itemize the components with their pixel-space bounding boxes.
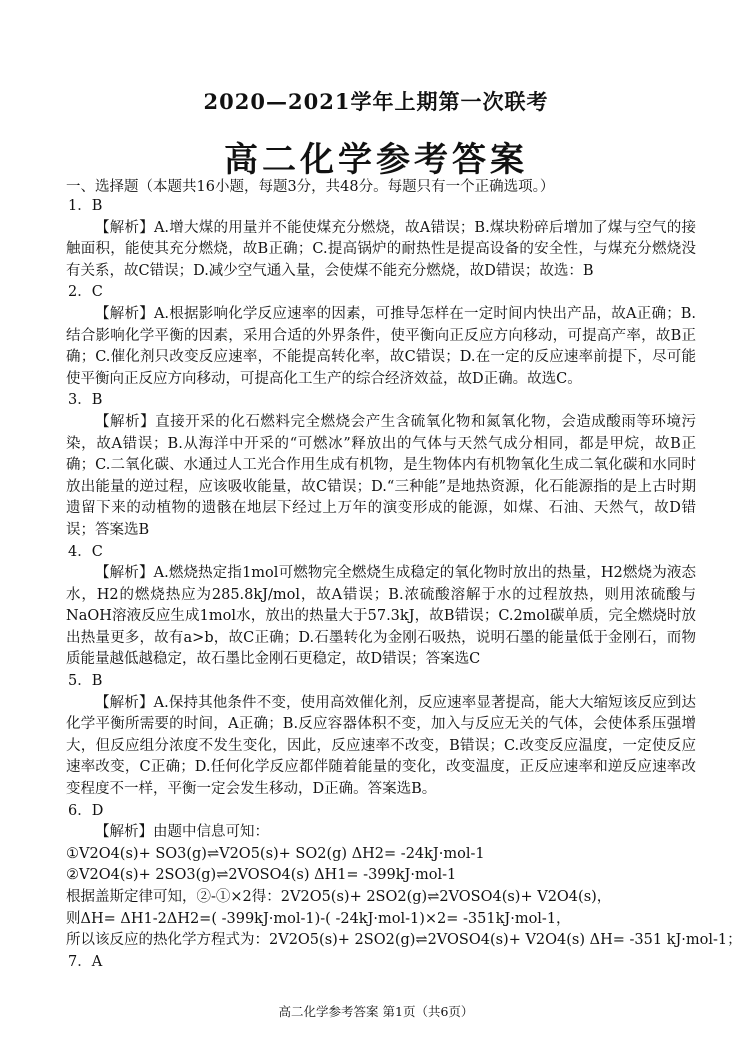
- document-title: 高二化学参考答案: [224, 140, 528, 180]
- explanation: 【解析】A.根据影响化学反应速率的因素，可推导怎样在一定时间内快出产品，故A正确；B.结合影响化学平衡的因素，采用合适的外界条件，使平衡向正反应方向移动，可提高产率，故B正确；C.催化剂只改变反应速率，不能提高转化率，故C错误；D.在一定的反应速率前提下，尽可能使平衡向正反应方向移动，可提高化工生产的综合经济效益，故D正确。故选C。: [66, 305, 696, 387]
- equation-line: 则ΔH= ΔH1-2ΔH2=( -399kJ·mol-1)-( -24kJ·mol-1)×2= -351kJ·mol-1，: [66, 910, 571, 927]
- question-number: 4．C: [68, 543, 103, 560]
- question-number: 7．A: [68, 953, 103, 970]
- equation-line: ②V2O4(s)+ 2SO3(g)⇌2VOSO4(s) ΔH1= -399kJ·mol-1: [66, 867, 457, 884]
- explanation: 【解析】A.燃烧热定指1mol可燃物完全燃烧生成稳定的氧化物时放出的热量，H2燃烧为液态水，H2的燃烧热应为285.8kJ/mol，故A错误；B.浓硫酸溶解于水的过程放热，则用浓硫酸与NaOH溶液反应生成1mol水，放出的热量大于57.3kJ，故B错误；C.2mol碳单质，完全燃烧时放出热量更多，故有a>b，故C正确；D.石墨转化为金刚石吸热，说明石墨的能量低于金刚石，而物质能量越低越稳定，故石墨比金刚石更稳定，故D错误；答案选C: [66, 565, 696, 668]
- explanation: 【解析】A.保持其他条件不变，使用高效催化剂，反应速率显著提高，能大大缩短该反应到达化学平衡所需要的时间，A正确；B.反应容器体积不变，加入与反应无关的气体，会使体系压强增大，但反应组分浓度不发生变化，因此，反应速率不改变，B错误；C.改变反应温度，一定使反应速率改变，C正确；D.任何化学反应都伴随着能量的变化，改变温度，正反应速率和逆反应速率改变程度不一样，平衡一定会发生移动，D正确。答案选B。: [66, 694, 696, 798]
- explanation: 【解析】A.增大煤的用量并不能使煤充分燃烧，故A错误；B.煤块粉碎后增加了煤与空气的接触面积，能使其充分燃烧，故B正确；C.提高锅炉的耐热性是提高设备的安全性，与煤充分燃烧没有关系，故C错误；D.减少空气通入量，会使煤不能充分燃烧，故D错误；故选：B: [66, 219, 696, 279]
- answer-content: [66, 196, 742, 973]
- explanation: 【解析】由题中信息可知：: [95, 824, 269, 841]
- exam-title: 2020—2021学年上期第一次联考: [203, 89, 549, 114]
- question-number: 5．B: [68, 673, 103, 690]
- explanation: 【解析】直接开采的化石燃料完全燃烧会产生含硫氧化物和氮氧化物，会造成酸雨等环境污染，故A错误；B.从海洋中开采的“可燃冰”释放出的气体与天然气成分相同，都是甲烷，故B正确；C.二氧化碳、水通过人工光合作用生成有机物，是生物体内有机物氧化生成二氧化碳和水同时放出能量的逆过程，应该吸收能量，故C错误；D.“三种能”是地热资源，化石能源指的是上古时期遗留下来的动植物的遗骸在地层下经过上万年的演变形成的能源，如煤、石油、天然气，故D错误；答案选B: [66, 413, 696, 538]
- question-number: 2．C: [68, 284, 103, 301]
- question-number: 3．B: [68, 392, 103, 409]
- equation-line: 根据盖斯定律可知，②-①×2得：2V2O5(s)+ 2SO2(g)⇌2VOSO4(s)+ V2O4(s)，: [66, 889, 612, 905]
- question-number: 6．D: [68, 802, 104, 819]
- equation-line: 所以该反应的热化学方程式为：2V2O5(s)+ 2SO2(g)⇌2VOSO4(s)+ V2O4(s) ΔH= -351 kJ·mol-1；: [66, 932, 742, 949]
- section-heading: 一、选择题（本题共16小题，每题3分，共48分。每题只有一个正确选项。）: [66, 179, 555, 195]
- question-number: 1．B: [68, 198, 103, 214]
- page-footer: 高二化学参考答案 第1页（共6页）: [278, 1004, 474, 1019]
- equation-line: ①V2O4(s)+ SO3(g)⇌V2O5(s)+ SO2(g) ΔH2= -24kJ·mol-1: [66, 845, 485, 862]
